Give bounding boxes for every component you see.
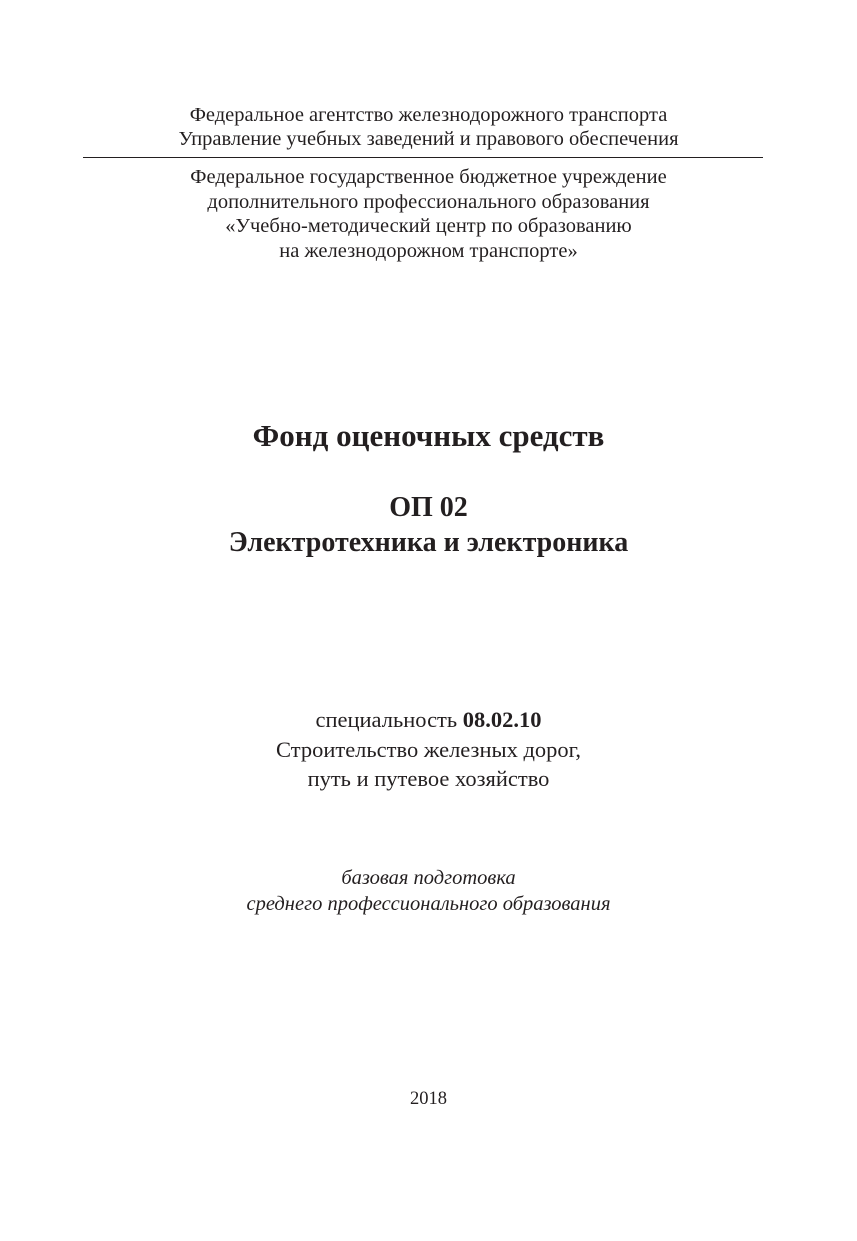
institution-line-3: «Учебно-методический центр по образованию [225,215,632,237]
department-name: Управление учебных заведений и правового обеспечения [178,128,679,150]
document-title: Фонд оценочных средств [252,418,605,453]
institution-line-4: на железнодорожном транспорте» [279,240,578,262]
specialty-code: 08.02.10 [462,707,542,732]
specialty-label: специальность [315,707,458,732]
header-divider [83,157,763,158]
training-level-line-2: среднего профессионального образования [246,893,611,915]
course-subject: Электротехника и электроника [228,527,629,558]
training-level-line-1: базовая подготовка [341,867,516,889]
institution-line-1: Федеральное государственное бюджетное учреждение [190,166,667,188]
specialty-name-line-1: Строительство железных дорог, [276,737,581,762]
course-code: ОП 02 [389,492,468,523]
publication-year: 2018 [410,1089,447,1109]
specialty-name-line-2: путь и путевое хозяйство [307,766,550,791]
institution-line-2: дополнительного профессионального образования [207,191,650,213]
specialty-line [0,706,857,734]
agency-name: Федеральное агентство железнодорожного транспорта [189,104,668,126]
